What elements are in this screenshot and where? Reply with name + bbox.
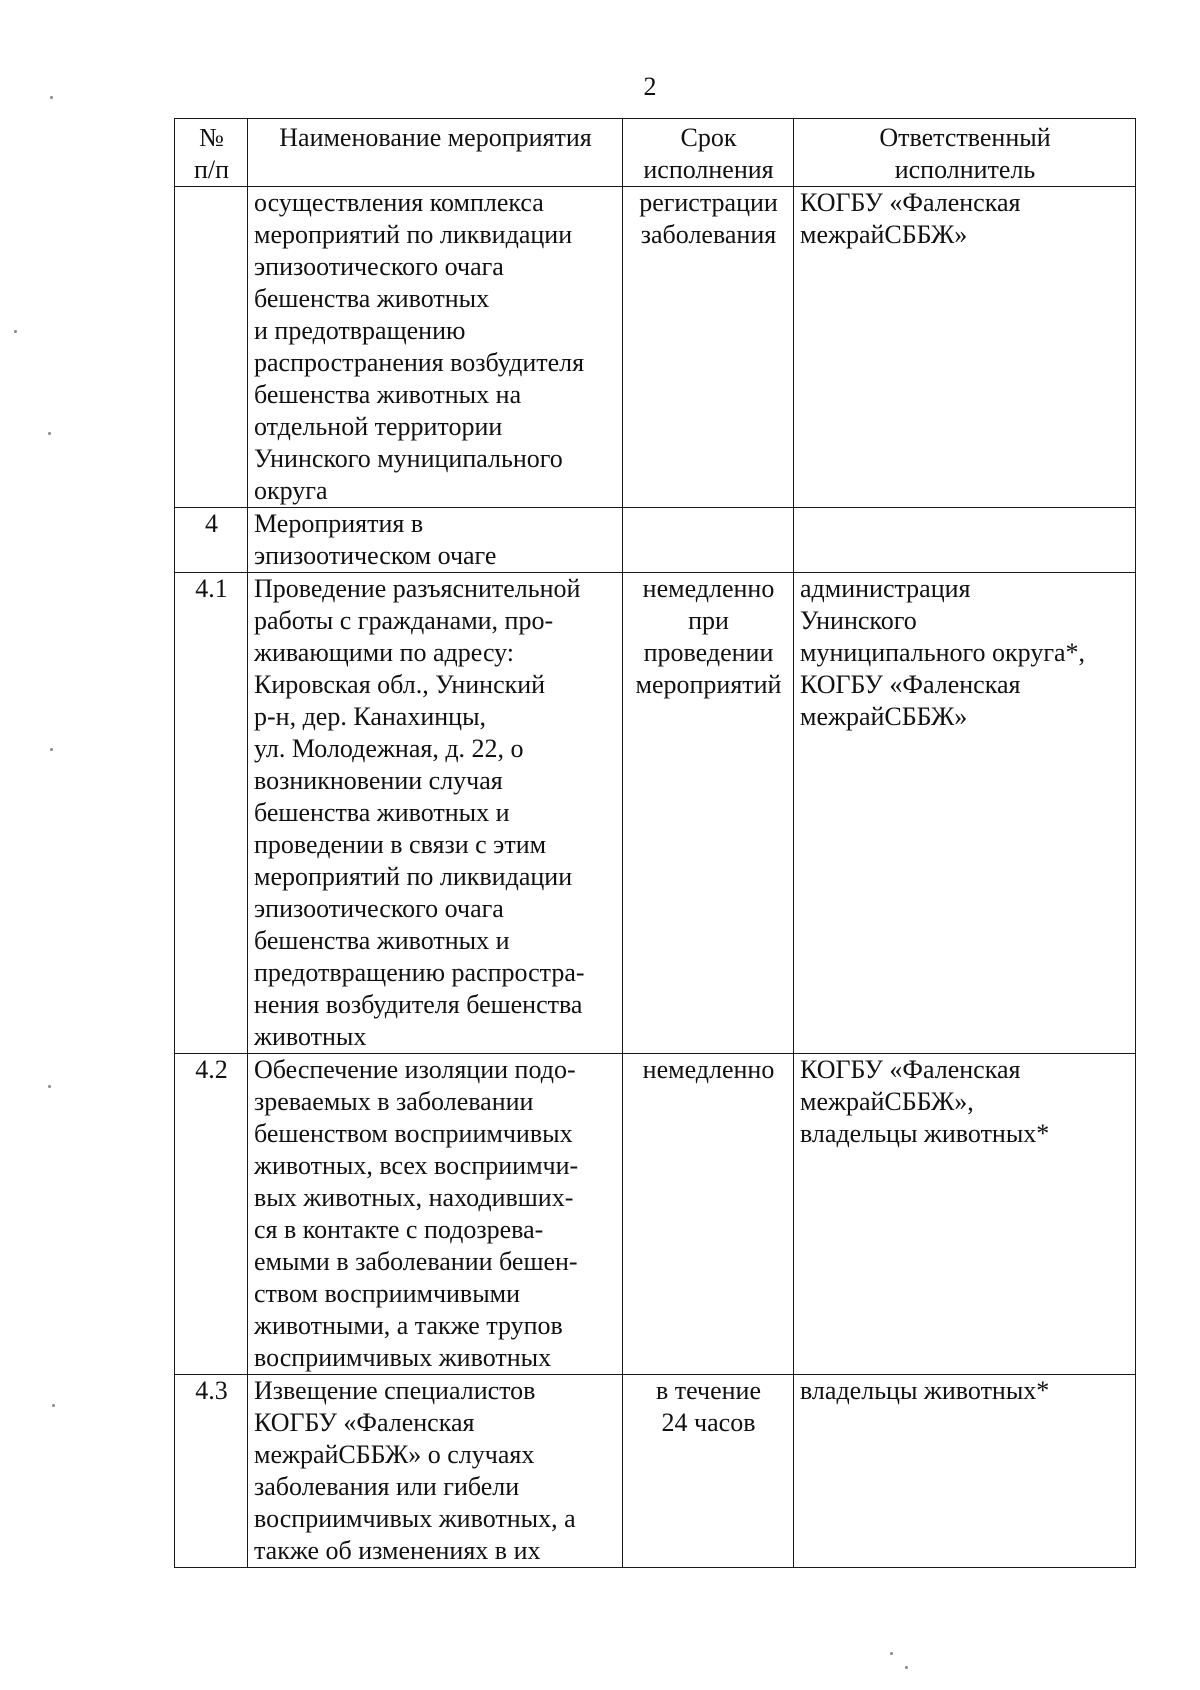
cell-resp-line: межрайСББЖ» — [800, 702, 968, 731]
header-name — [248, 119, 623, 187]
cell-resp-line: КОГБУ «Фаленская — [800, 1055, 1021, 1084]
cell-term-line: мероприятий — [635, 670, 782, 699]
row-number: 4.3 — [195, 1376, 228, 1405]
cell-name-line: эпизоотического очага — [254, 894, 504, 923]
cell-name-line: восприимчивых животных, а — [254, 1504, 576, 1533]
row-number: 4 — [205, 509, 218, 538]
cell-name-line: емыми в заболевании бешен- — [254, 1247, 578, 1276]
cell-name-line: предотвращению распростра- — [254, 958, 585, 987]
cell-name-line: вых животных, находивших- — [254, 1183, 574, 1212]
table-row — [175, 573, 1136, 1054]
header-resp-line: Ответственный — [879, 123, 1051, 152]
cell-resp — [794, 1054, 1136, 1375]
cell-name-line: проведении в связи с этим — [254, 830, 547, 859]
scan-speck — [50, 96, 53, 99]
header-num — [175, 119, 248, 187]
cell-name-line: и предотвращению — [254, 316, 466, 345]
cell-name-line: Мероприятия в — [254, 509, 424, 538]
cell-name-line: мероприятий по ликвидации — [254, 862, 573, 891]
cell-name — [248, 187, 623, 508]
cell-name-line: бешенства животных и — [254, 798, 510, 827]
cell-name-line: бешенства животных на — [254, 380, 522, 409]
cell-name-line: эпизоотического очага — [254, 252, 504, 281]
header-resp — [794, 119, 1136, 187]
cell-term — [623, 508, 794, 573]
scan-speck — [905, 1666, 908, 1669]
cell-name — [248, 508, 623, 573]
cell-name-line: округа — [254, 476, 328, 505]
cell-term-line: немедленно — [642, 1055, 775, 1084]
table-row — [175, 1054, 1136, 1375]
cell-name — [248, 1375, 623, 1568]
cell-name-line: эпизоотическом очаге — [254, 541, 497, 570]
cell-name-line: также об изменениях в их — [254, 1536, 541, 1565]
cell-term-line: проведении — [643, 638, 774, 667]
cell-resp — [794, 187, 1136, 508]
cell-resp-line: КОГБУ «Фаленская — [800, 188, 1021, 217]
scan-speck — [50, 748, 53, 751]
cell-name-line: восприимчивых животных — [254, 1343, 552, 1372]
cell-resp-line: муниципального округа*, — [800, 638, 1086, 667]
row-number: 4.2 — [195, 1055, 228, 1084]
header-term-line: Срок — [680, 123, 737, 152]
cell-name-line: заболевания или гибели — [254, 1472, 520, 1501]
cell-name-line: ул. Молодежная, д. 22, о — [254, 734, 524, 763]
cell-num — [175, 573, 248, 1054]
cell-resp — [794, 1375, 1136, 1568]
header-resp-line: исполнитель — [894, 155, 1036, 184]
scan-speck — [14, 330, 17, 333]
cell-name-line: Унинского муниципального — [254, 444, 563, 473]
cell-name-line: бешенства животных — [254, 284, 490, 313]
cell-resp-line: Унинского — [800, 606, 917, 635]
cell-term — [623, 573, 794, 1054]
header-num-line: п/п — [193, 155, 230, 184]
cell-name-line: р-н, дер. Канахинцы, — [254, 702, 487, 731]
cell-name-line: животных, всех восприимчи- — [254, 1151, 579, 1180]
cell-term — [623, 1375, 794, 1568]
cell-name — [248, 573, 623, 1054]
scan-speck — [890, 1652, 893, 1655]
cell-name-line: работы с гражданами, про- — [254, 606, 554, 635]
cell-name-line: животными, а также трупов — [254, 1311, 563, 1340]
cell-term-line: в течение — [655, 1376, 761, 1405]
cell-term-line: немедленно — [642, 574, 775, 603]
table-row — [175, 508, 1136, 573]
cell-name-line: осуществления комплекса — [254, 188, 544, 217]
table-row — [175, 187, 1136, 508]
cell-resp-line: КОГБУ «Фаленская — [800, 670, 1021, 699]
cell-name-line: зреваемых в заболевании — [254, 1087, 534, 1116]
header-num-line: № — [199, 123, 224, 152]
scan-speck — [48, 432, 51, 435]
cell-name-line: мероприятий по ликвидации — [254, 220, 573, 249]
cell-name-line: возникновении случая — [254, 766, 503, 795]
header-term-line: исполнения — [643, 155, 774, 184]
table-header-row — [175, 119, 1136, 187]
cell-term-line: заболевания — [640, 220, 777, 249]
cell-name — [248, 1054, 623, 1375]
cell-term-line: при — [688, 606, 729, 635]
scan-speck — [52, 1404, 55, 1407]
scan-speck — [48, 1085, 51, 1088]
cell-term — [623, 1054, 794, 1375]
cell-num — [175, 187, 248, 508]
cell-resp-line: владельцы животных* — [800, 1376, 1050, 1405]
cell-name-line: Извещение специалистов — [254, 1376, 536, 1405]
cell-name-line: КОГБУ «Фаленская — [254, 1408, 475, 1437]
cell-name-line: отдельной территории — [254, 412, 503, 441]
plan-table — [174, 118, 1136, 1568]
cell-name-line: животных — [254, 1022, 367, 1051]
cell-resp-line: владельцы животных* — [800, 1119, 1050, 1148]
cell-resp-line: межрайСББЖ» — [800, 220, 968, 249]
table-body — [175, 187, 1136, 1568]
cell-resp-line: администрация — [800, 574, 971, 603]
cell-name-line: Проведение разъяснительной — [254, 574, 581, 603]
cell-resp-line: межрайСББЖ», — [800, 1087, 974, 1116]
table-row — [175, 1375, 1136, 1568]
cell-name-line: бешенства животных и — [254, 926, 510, 955]
header-term — [623, 119, 794, 187]
cell-name-line: бешенством восприимчивых — [254, 1119, 573, 1148]
cell-term-line: регистрации — [639, 188, 778, 217]
page-number: 2 — [643, 72, 657, 101]
cell-term — [623, 187, 794, 508]
cell-resp — [794, 573, 1136, 1054]
cell-name-line: межрайСББЖ» о случаях — [254, 1440, 535, 1469]
cell-name-line: Обеспечение изоляции подо- — [254, 1055, 576, 1084]
cell-resp — [794, 508, 1136, 573]
cell-term-line: 24 часов — [661, 1408, 756, 1437]
cell-name-line: живающими по адресу: — [254, 638, 515, 667]
cell-num — [175, 508, 248, 573]
row-number: 4.1 — [195, 574, 228, 603]
cell-num — [175, 1375, 248, 1568]
cell-name-line: распространения возбудителя — [254, 348, 585, 377]
cell-name-line: нения возбудителя бешенства — [254, 990, 583, 1019]
cell-name-line: ством восприимчивыми — [254, 1279, 521, 1308]
cell-num — [175, 1054, 248, 1375]
cell-name-line: Кировская обл., Унинский — [254, 670, 546, 699]
header-name-line: Наименование мероприятия — [279, 123, 592, 152]
cell-name-line: ся в контакте с подозрева- — [254, 1215, 544, 1244]
